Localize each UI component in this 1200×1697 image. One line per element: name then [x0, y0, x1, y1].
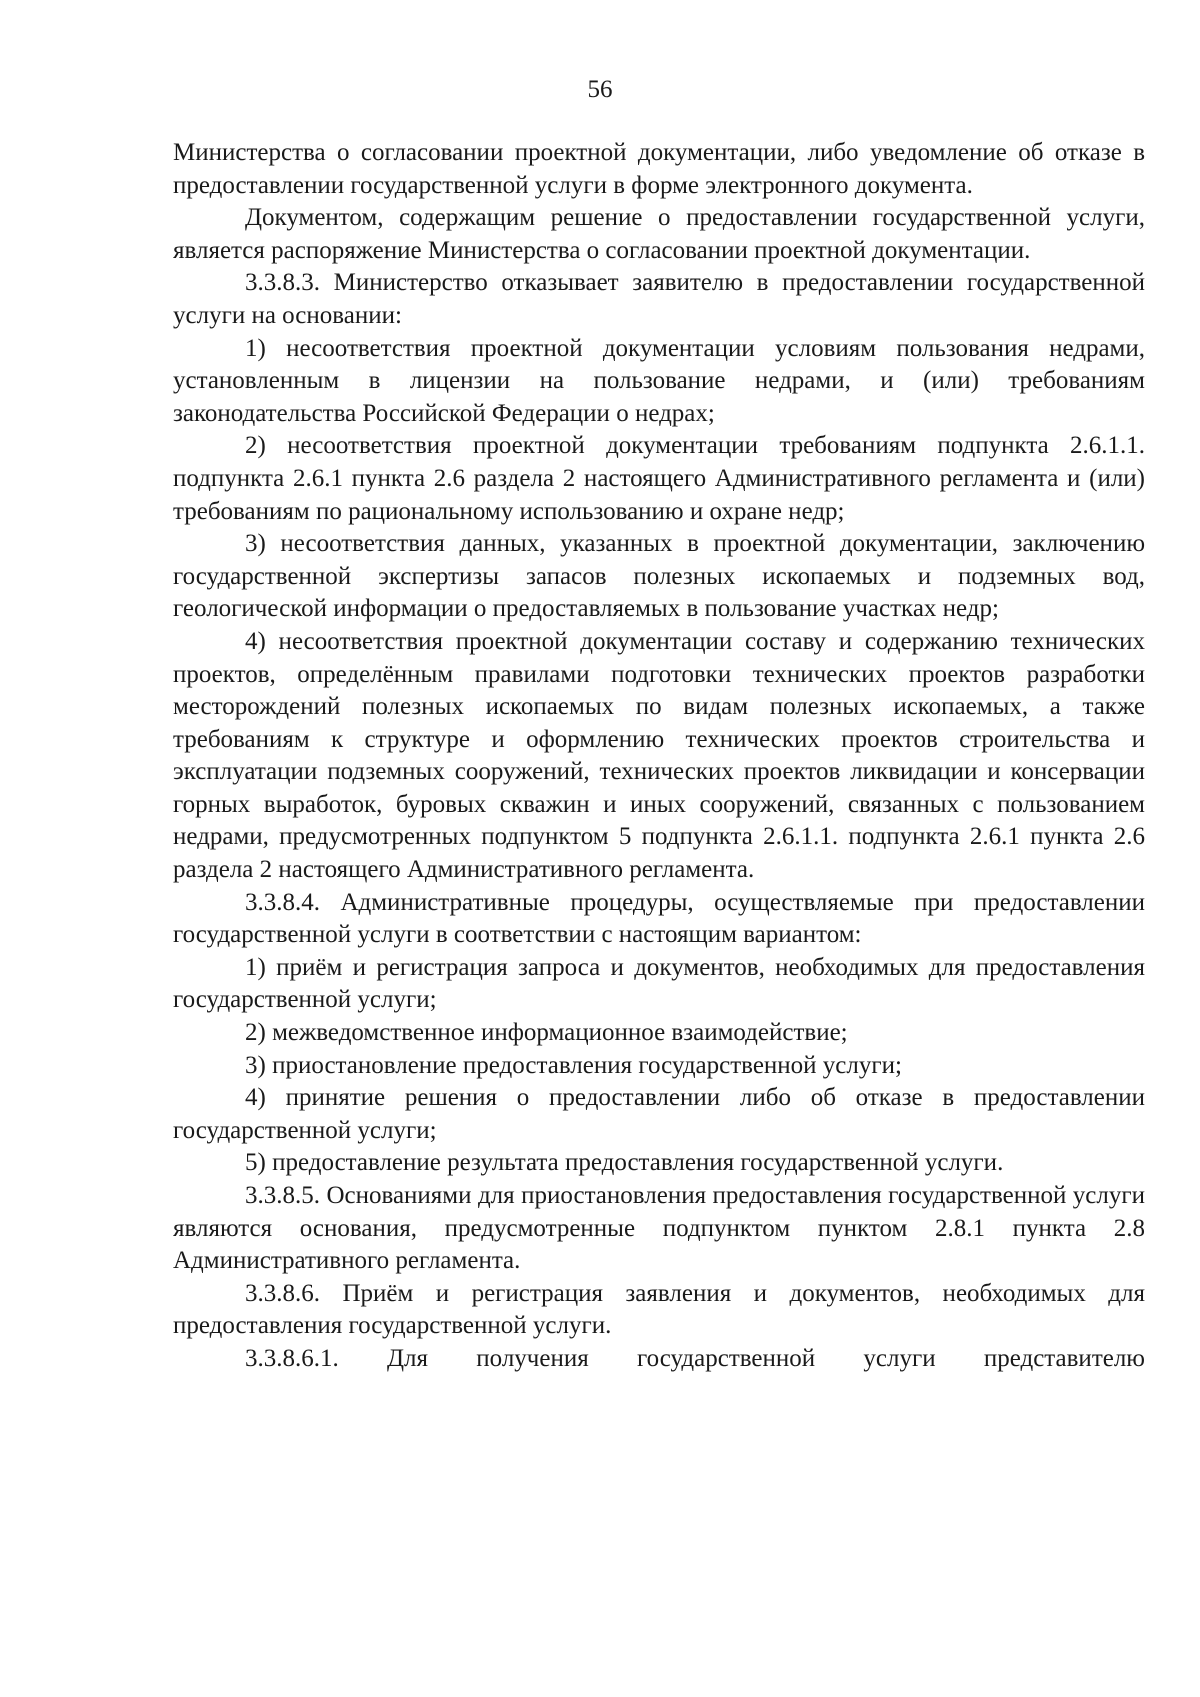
procedure-item-2: 2) межведомственное информационное взаимодействие; — [245, 1019, 848, 1047]
refusal-ground-1: 1) несоответствия проектной документации условиям пользования недрами, установленным в лицензии на пользование недрами, и (или) требованиям законодательства Российской Федерации о недрах; — [173, 334, 1145, 427]
clause-3-3-8-5: 3.3.8.5. Основаниями для приостановления предоставления государственной услуги являются основания, предусмотренные подпунктом пунктом 2.8.1 пункта 2.8 Административного регламента. — [173, 1182, 1145, 1275]
clause-3-3-8-3: 3.3.8.3. Министерство отказывает заявителю в предоставлении государственной услуги на основании: — [173, 269, 1145, 329]
paragraph-continuation: Министерства о согласовании проектной документации, либо уведомление об отказе в предоставлении государственной услуги в форме электронного документа. — [173, 139, 1145, 199]
procedure-item-3: 3) приостановление предоставления государственной услуги; — [245, 1051, 902, 1079]
clause-3-3-8-4: 3.3.8.4. Административные процедуры, осуществляемые при предоставлении государственной услуги в соответствии с настоящим вариантом: — [173, 888, 1145, 949]
procedure-item-1: 1) приём и регистрация запроса и документов, необходимых для предоставления государственной услуги; — [173, 953, 1145, 1014]
procedure-item-4: 4) принятие решения о предоставлении либо об отказе в предоставлении государственной услуги; — [173, 1084, 1145, 1144]
refusal-ground-4: 4) несоответствия проектной документации составу и содержанию технических проектов, определённым правилами подготовки технических проектов разработки месторождений полезных ископаемых по видам полезных ископаемых, а также требованиям к структуре и оформлению технических проектов строительства и эксплуатации подземных сооружений, технических проектов ликвидации и консервации горных выработок, буровых скважин и иных сооружений, связанных с пользованием недрами, предусмотренных подпунктом 5 подпункта 2.6.1.1. подпункта 2.6.1 пункта 2.6 раздела 2 настоящего Административного регламента. — [173, 627, 1145, 884]
clause-3-3-8-6: 3.3.8.6. Приём и регистрация заявления и документов, необходимых для предоставления государственной услуги. — [173, 1279, 1145, 1340]
refusal-ground-2: 2) несоответствия проектной документации требованиям подпункта 2.6.1.1. подпункта 2.6.1 пункта 2.6 раздела 2 настоящего Административного регламента и (или) требованиям по рациональному использованию и охране недр; — [173, 432, 1145, 525]
refusal-ground-3: 3) несоответствия данных, указанных в проектной документации, заключению государственной экспертизы запасов полезных ископаемых и подземных вод, геологической информации о предоставляемых в пользование участках недр; — [173, 530, 1145, 623]
document-body — [173, 137, 1145, 1376]
clause-3-3-8-6-1: 3.3.8.6.1. Для получения государственной услуги представителю — [245, 1344, 1145, 1372]
paragraph-decision-document: Документом, содержащим решение о предоставлении государственной услуги, является распоряжение Министерства о согласовании проектной документации. — [173, 204, 1145, 264]
page-number: 56 — [587, 76, 613, 103]
procedure-item-5: 5) предоставление результата предоставления государственной услуги. — [245, 1149, 1004, 1177]
